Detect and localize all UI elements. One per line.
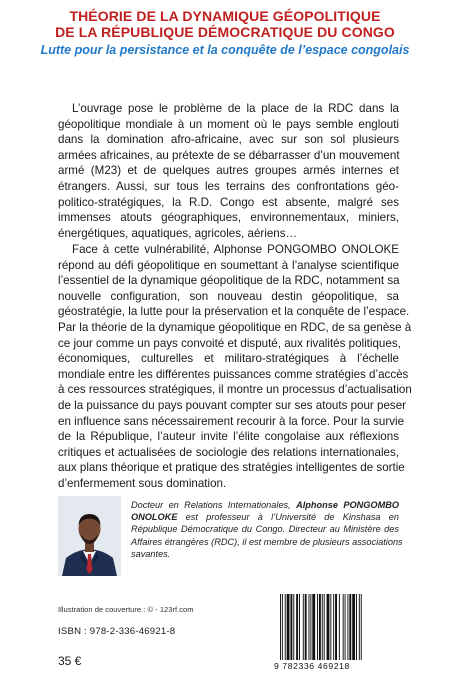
bio-prefix: Docteur en Relations Internationales, [131, 500, 297, 510]
text-line: économiques, culturelles et militaro-stratégiques à l’échelle [58, 352, 399, 366]
author-name: Alphonse PONGOMBO [296, 500, 399, 510]
isbn-barcode [278, 594, 399, 660]
text-line: répond au défi géopolitique en soumettant à l’analyse scientifique [58, 258, 399, 272]
book-price: 35 € [58, 654, 82, 668]
isbn-number: ISBN : 978-2-336-46921-8 [58, 626, 176, 637]
text-line: Face à cette vulnérabilité, Alphonse PONGOMBO ONOLOKE [72, 243, 399, 256]
author-portrait-icon [58, 496, 121, 576]
text-line: étrangers. Aussi, sur tous les terrains des confrontations géo- [58, 179, 399, 193]
text-line: géostratégie, la lutte pour la préservation et la conquête de l’espace. [58, 305, 410, 319]
text-line: à ces ressources stratégiques, il montre un processus d’actualisation [58, 383, 412, 397]
cover-illustration-credit: Illustration de couverture : © - 123rf.com [58, 605, 194, 614]
text-line: d’enfermement sous domination. [58, 476, 227, 490]
book-subtitle: Lutte pour la persistance et la conquête de l’espace congolais [40, 43, 410, 57]
text-line: géopolitique mondiale à un moment où le pays semble englouti [58, 117, 399, 131]
text-line: en influence sans nécessairement recourir à la force. Pour la survie [58, 414, 405, 428]
author-bio [131, 499, 403, 560]
text-line: dans la domination afro-africaine, avec sur son sol plusieurs [58, 133, 399, 147]
blurb-paragraph-2 [58, 242, 412, 492]
text-line: l’essentiel de la dynamique géopolitique de la RDC, notamment sa [58, 274, 400, 288]
bio-line [131, 511, 399, 523]
text-line: mondiale entre les différentes puissances comme stratégies d’accès [58, 367, 409, 381]
book-title-line-1: THÉORIE DE LA DYNAMIQUE GÉOPOLITIQUE [69, 8, 381, 24]
text-line: ce jour comme un pays convoité et disputé, aux rivalités politiques, [58, 336, 401, 350]
bio-text: est professeur à l’Université de Kinshasa en [177, 512, 399, 523]
text-line: politico-stratégiques, la R.D. Congo est absente, malgré ses [58, 195, 399, 209]
bio-line: savantes. [131, 548, 171, 559]
text-line: nouvelle configuration, son nouveau destin géopolitique, sa [58, 289, 399, 303]
text-line: armées africaines, au prétexte de se débarrasser d’un mouvement [58, 148, 400, 162]
text-line: L’ouvrage pose le problème de la place de la RDC dans la [72, 102, 399, 115]
text-line: énergétiques, aquatiques, agricoles, aériens… [58, 226, 298, 240]
text-line: aux plans théorique et pratique des stratégies intelligentes de sortie [58, 461, 405, 475]
text-line: critiques et actualisées de sociologie des relations internationales, [58, 445, 399, 459]
bio-line: Affaires étrangères (RDC), il est membre de plusieurs associations [131, 536, 403, 547]
barcode-icon [278, 594, 399, 660]
bio-line: République Démocratique du Congo. Directeur au Ministère des [131, 524, 399, 535]
text-line: armé (M23) et de quelques autres groupes armés internes et [58, 164, 399, 178]
text-line: immenses atouts géographiques, environnementaux, miniers, [58, 211, 399, 225]
barcode-digits: 9 782336 469218 [274, 661, 350, 671]
text-line: de la puissance du pays pouvant compter sur ses atouts pour peser [58, 398, 407, 412]
author-photo [58, 496, 121, 576]
book-title-line-2: DE LA RÉPUBLIQUE DÉMOCRATIQUE DU CONGO [55, 24, 395, 40]
blurb-paragraph-1 [58, 101, 399, 241]
bio-line [131, 499, 399, 511]
text-line: Par la théorie de la dynamique géopolitique en RDC, de sa genèse à [58, 320, 412, 334]
author-surname: ONOLOKE [131, 512, 178, 523]
text-line: de la République, l’auteur invite l’élite congolaise aux réflexions [58, 430, 399, 444]
